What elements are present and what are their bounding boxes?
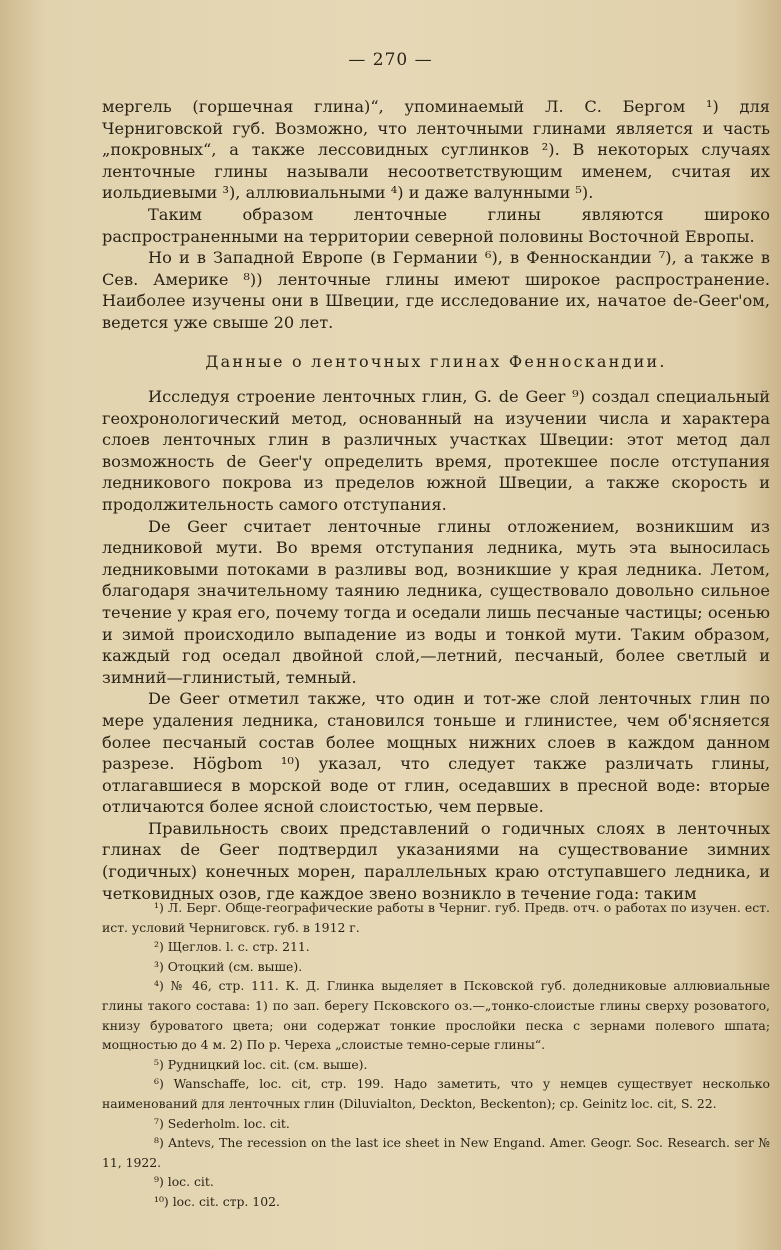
footnote: ⁴) № 46, стр. 111. К. Д. Глинка выделяет в Псковской губ. доледниковые аллювиальные глины такого состава: 1) по зап. берегу Псковского оз.—„тонко-слоистые глины сверху розоватого, книзу буроватого цвета; они содержат тонкие прослойки песка с зернами полевого шпата; мощностью до 4 м. 2) По р. Череха „слоистые темно-серые глины“. bbox=[102, 978, 770, 1053]
footnote: ⁶) Wanschaffe, loc. cit, стр. 199. Надо заметить, что у немцев существует несколько наименований для ленточных глин (Diluvialton, Deckton, Beckenton); ср. Geinitz loc. cit, S. 22. bbox=[102, 1076, 770, 1111]
page-number: — 270 — bbox=[348, 50, 433, 70]
footnote: ⁷) Sederholm. loc. cit. bbox=[154, 1115, 290, 1131]
footnote: ⁹) loc. cit. bbox=[154, 1174, 214, 1190]
footnote: ¹) Л. Берг. Обще-географические работы в Черниг. губ. Предв. отч. о работах по изучен. ест. ист. условий Черниговск. губ. в 1912 г. bbox=[102, 900, 770, 935]
footnote: ¹⁰) loc. cit. стр. 102. bbox=[154, 1193, 280, 1209]
section-text bbox=[102, 386, 770, 904]
footnote: ⁸) Antevs, The recession on the last ice sheet in New Engand. Amer. Geogr. Soc. Researсh. ser № 11, 1922. bbox=[102, 1135, 770, 1170]
footnote: ²) Щеглов. l. c. стр. 211. bbox=[154, 939, 310, 955]
paragraph: Но и в Западной Европе (в Германии ⁶), в Фенноскандии ⁷), а также в Сев. Америке ⁸)) ленточные глины имеют широкое распространение. Наиболее изучены они в Швеции, где исследование их, начатое de-Geer'ом, ведется уже свыше 20 лет. bbox=[102, 248, 770, 332]
paragraph: Правильность своих представлений о годичных слоях в ленточных глинах de Geer подтвердил указаниями на существование зимних (годичных) конечных морен, параллельных краю отступавшего ледника, и четковидных озов, где каждое звено возникло в течение года: таким bbox=[102, 818, 770, 903]
paragraph: Таким образом ленточные глины являются широко распространенными на территории северной половины Восточной Европы. bbox=[102, 204, 770, 246]
paragraph: De Geer считает ленточные глины отложением, возникшим из ледниковой мути. Во время отступания ледника, муть эта выносилась ледниковыми потоками в разливы вод, возникшие у края ледника. Летом, благодаря значительному таянию ледника, существовало довольно сильное течение у края его, почему тогда и оседали лишь песчаные частицы; осенью и зимой происходило выпадение из воды и тонкой мути. Таким образом, каждый год оседал двойной слой,—летний, песчаный, более светлый и зимний—глинистый, темный. bbox=[102, 516, 770, 687]
paragraph: De Geer отметил также, что один и тот-же слой ленточных глин по мере удаления ледника, становился тоньше и глинистее, чем об'ясняется более песчаный состав более мощных нижних слоев в каждом данном разрезе. Högbom ¹⁰) указал, что следует также различать глины, отлагавшиеся в морской воде от глин, оседавших в пресной воде: вторые отличаются более ясной слоистостью, чем первые. bbox=[102, 689, 770, 817]
section-heading: Данные о ленточных глинах Фенноскандии. bbox=[205, 352, 667, 371]
footnotes bbox=[102, 898, 770, 1212]
intro-text bbox=[102, 96, 770, 334]
paragraph: Исследуя строение ленточных глин, G. de Geer ⁹) создал специальный геохронологический метод, основанный на изучении числа и характера слоев ленточных глин в различных участках Швеции: этот метод дал возможность de Geer'у определить время, протекшее после отступания ледникового покрова из пределов южной Швеции, а также скорость и продолжительность самого отступания. bbox=[102, 387, 770, 514]
paragraph: мергель (горшечная глина)“, упоминаемый Л. С. Бергом ¹) для Черниговской губ. Возможно, что ленточными глинами является и часть „покровных“, а также лессовидных суглинков ²). В некоторых случаях ленточные глины называли несоответствующим именем, считая их иольдиевыми ³), аллювиальными ⁴) и даже валунными ⁵). bbox=[102, 97, 770, 203]
footnote: ⁵) Рудницкий loc. cit. (см. выше). bbox=[154, 1056, 368, 1072]
footnote: ³) Отоцкий (см. выше). bbox=[154, 958, 303, 974]
